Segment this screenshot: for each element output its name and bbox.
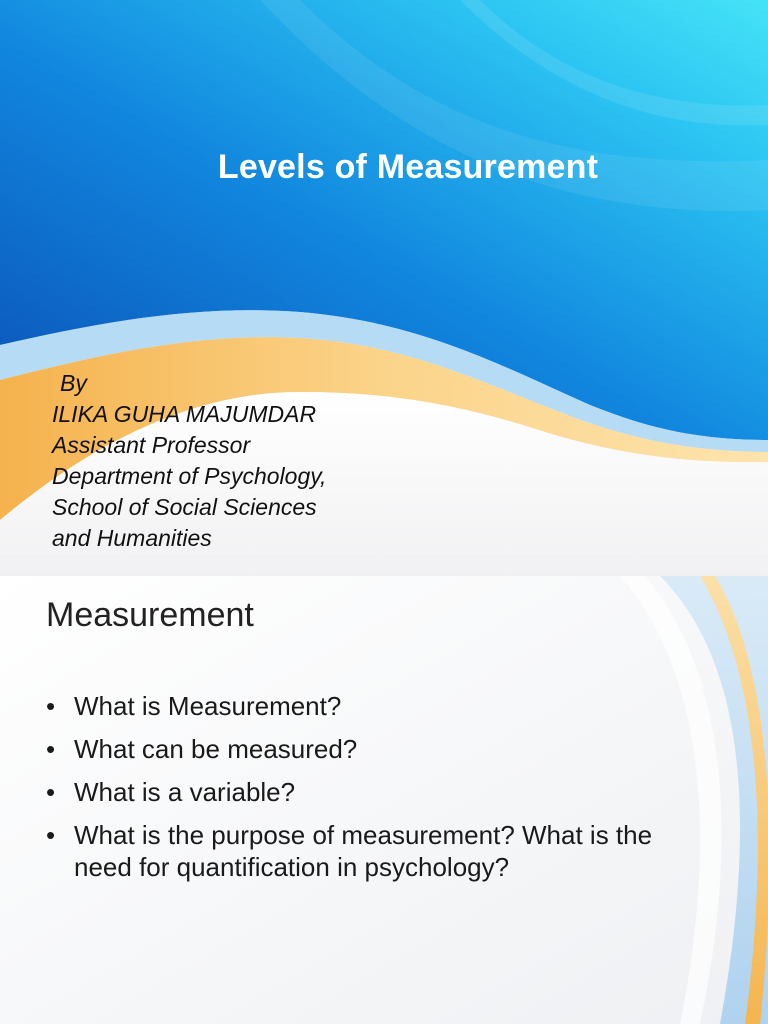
author-line-by: By [60, 370, 87, 396]
list-item [46, 819, 666, 883]
author-school-cont: and Humanities [52, 525, 212, 551]
author-block [52, 368, 326, 554]
list-item-text: What is a variable? [74, 777, 296, 807]
list-item-text: What is the purpose of measurement? What is the need for quantification in psychology? [74, 820, 653, 882]
bullet-icon: • [46, 777, 56, 807]
list-item [46, 776, 666, 808]
author-department: Department of Psychology, [52, 463, 327, 489]
bullet-icon: • [46, 820, 56, 850]
bullet-icon: • [46, 691, 56, 721]
slide-title: Levels of Measurement [217, 148, 599, 186]
list-item-text: What is Measurement? [74, 691, 342, 721]
question-list [46, 690, 666, 894]
list-item [46, 690, 666, 722]
list-item [46, 733, 666, 765]
slide-heading: Measurement [46, 596, 254, 634]
author-name: ILIKA GUHA MAJUMDAR [52, 401, 317, 427]
author-position: Assistant Professor [52, 432, 251, 458]
author-school: School of Social Sciences [52, 494, 317, 520]
list-item-text: What can be measured? [74, 734, 358, 764]
bullet-icon: • [46, 734, 56, 764]
